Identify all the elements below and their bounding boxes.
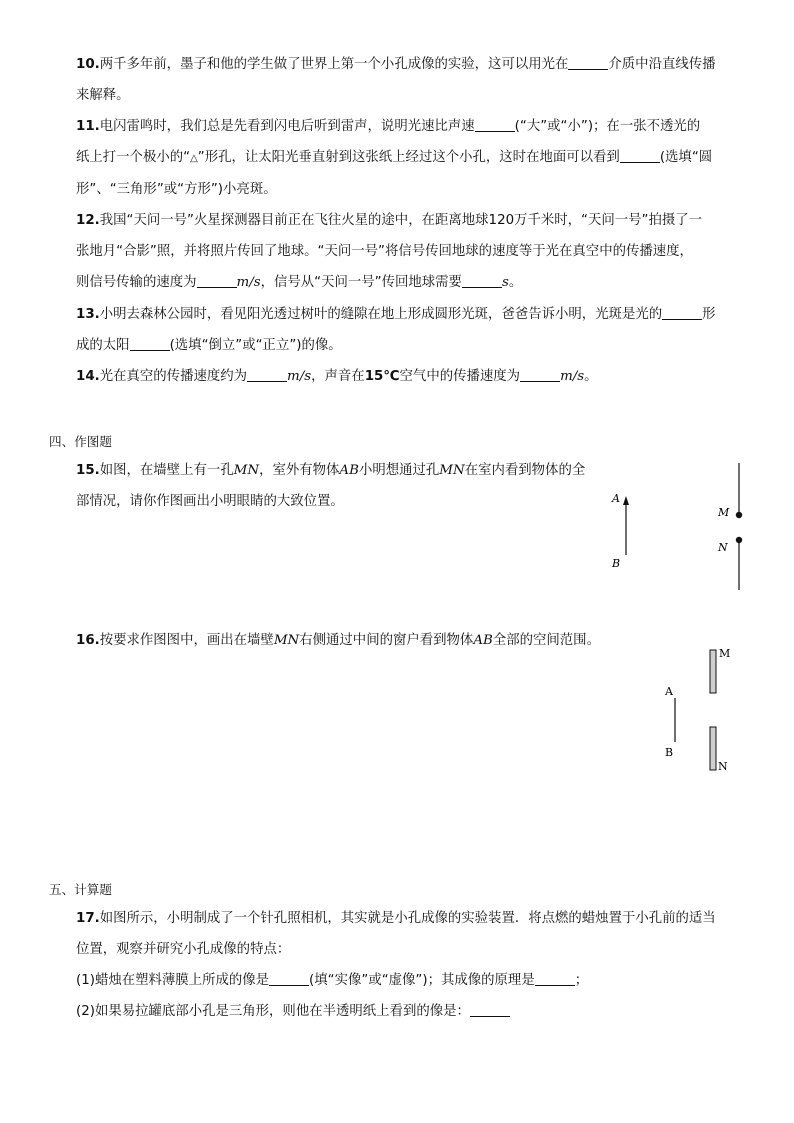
q12-text-a: 我国“天问一号”火星探测器目前正在飞往火星的途中，在距离地球120万千米时，“天问一号”拍摄了一	[99, 213, 703, 228]
q16-label-b: B	[665, 746, 674, 759]
q15-mn: MN	[233, 463, 260, 478]
q13-text-b: 形	[702, 307, 716, 322]
q16-wall-upper	[710, 650, 716, 693]
q16-label-m: M	[719, 647, 731, 660]
q16-text-a: 按要求作图图中，画出在墙壁	[99, 633, 274, 648]
q15-text-c: 小明想通过孔	[358, 463, 440, 478]
q15-mn-2: MN	[439, 463, 465, 478]
q12-line-2	[76, 243, 693, 261]
q16-line	[76, 632, 600, 650]
q12-text-b: 张地月“合影”照，并将照片传回了地球。“天问一号”将信号传回地球的速度等于光在真空中的传播速度，	[76, 244, 693, 259]
q15-line-1	[76, 462, 585, 480]
q11-text-a: 电闪雷鸣时，我们总是先看到闪电后听到雷声，说明光速比声速	[99, 119, 475, 134]
q17-line-3	[76, 972, 588, 990]
q11-blank-1[interactable]	[475, 118, 515, 132]
q13-text-a: 小明去森林公园时，看见阳光透过树叶的缝隙在地上形成圆形光斑，爸爸告诉小明，光斑是光的	[99, 307, 663, 322]
q11-line-3	[76, 181, 277, 199]
q12-line-3	[76, 274, 522, 292]
q11-line-2	[76, 149, 712, 168]
q14-text-b: ，声音在	[311, 369, 365, 384]
q11-text-e: (选填“圆	[659, 150, 713, 165]
q11-text-b: (“大”或“小”)；在一张不透光的	[514, 119, 701, 134]
q14-blank-2[interactable]	[520, 368, 560, 382]
q15-line-2	[76, 493, 344, 511]
q14-temp: 15℃	[364, 369, 400, 384]
q17-sub-1-c: ；	[574, 973, 589, 988]
section-5-title: 五、计算题	[49, 882, 112, 897]
q12-unit-1: m/s	[236, 275, 261, 290]
q13-text-d: (选填“倒立”或“正立”)的像。	[169, 338, 342, 353]
q15-text-d: 在室内看到物体的全	[464, 463, 586, 478]
q12-unit-2: s	[501, 275, 509, 290]
q13-blank-1[interactable]	[662, 306, 702, 320]
q16-text-c: 全部的空间范围。	[492, 633, 600, 648]
q16-label-a: A	[665, 685, 673, 698]
q10-text-b: 介质中沿直线传播	[608, 57, 716, 72]
q14-unit-1: m/s	[287, 369, 312, 384]
q15-label-a: A	[612, 492, 620, 505]
q16-label-n: N	[718, 760, 728, 773]
q17-line-2	[76, 941, 290, 959]
q15-number: 15.	[76, 463, 100, 478]
q15-label-m: M	[718, 506, 730, 519]
q15-text-a: 如图，在墙壁上有一孔	[99, 463, 234, 478]
q10-text-c: 来解释。	[76, 88, 130, 103]
q16-text-b: 右侧通过中间的窗户看到物体	[299, 633, 474, 648]
q17-sub-1-a: (1)蜡烛在塑料薄膜上所成的像是	[76, 973, 270, 988]
q13-number: 13.	[76, 307, 100, 322]
q17-number: 17.	[76, 911, 100, 926]
q17-sub-2: (2)如果易拉罐底部小孔是三角形，则他在半透明纸上看到的像是：	[76, 1004, 470, 1019]
q17-sub-1-b: (填“实像”或“虚像”)；其成像的原理是	[309, 973, 535, 988]
q14-line	[76, 368, 598, 386]
q11-text-c: 纸上打一个极小的“	[76, 150, 191, 165]
q10-text-a: 两千多年前，墨子和他的学生做了世界上第一个小孔成像的实验，这可以用光在	[99, 57, 569, 72]
q11-line-1	[76, 118, 700, 136]
q11-blank-2[interactable]	[620, 149, 660, 163]
q15-text-b: ，室外有物体	[259, 463, 340, 478]
q11-number: 11.	[76, 119, 100, 134]
q16-number: 16.	[76, 633, 100, 648]
q17-text-a: 如图所示，小明制成了一个针孔照相机，其实就是小孔成像的实验装置．将点燃的蜡烛置于小孔前的适当	[99, 911, 716, 926]
q11-text-f: 形”、“三角形”或“方形”)小亮斑。	[76, 182, 277, 197]
q15-label-b: B	[612, 557, 621, 570]
q14-text-a: 光在真空的传播速度约为	[99, 369, 248, 384]
q15-label-n: N	[718, 541, 728, 554]
q13-blank-2[interactable]	[130, 337, 170, 351]
q10-line-1	[76, 56, 716, 74]
q13-text-c: 成的太阳	[76, 338, 130, 353]
q14-text-c: 空气中的传播速度为	[399, 369, 521, 384]
q10-blank[interactable]	[568, 56, 608, 70]
q12-text-e: 。	[508, 275, 523, 290]
q12-text-c: 则信号传输的速度为	[76, 275, 197, 290]
q17-text-b: 位置，观察并研究小孔成像的特点：	[76, 942, 291, 957]
q10-line-2	[76, 87, 130, 105]
q13-line-2	[76, 337, 342, 355]
q17-blank-3[interactable]	[470, 1003, 510, 1017]
q16-wall-lower	[710, 727, 716, 770]
q12-number: 12.	[76, 213, 100, 228]
q12-blank-1[interactable]	[197, 274, 237, 288]
q14-blank-1[interactable]	[247, 368, 287, 382]
q15-text-e: 部情况，请你作图画出小明眼睛的大致位置。	[76, 494, 344, 509]
q15-point-n	[736, 537, 742, 543]
section-4-title: 四、作图题	[49, 434, 112, 449]
q13-line-1	[76, 306, 716, 324]
q14-unit-2: m/s	[560, 369, 585, 384]
q15-point-m	[736, 512, 742, 518]
q17-blank-2[interactable]	[535, 972, 575, 986]
q15-arrowhead	[623, 496, 629, 505]
q14-number: 14.	[76, 369, 100, 384]
q10-number: 10.	[76, 57, 100, 72]
q15-ab: AB	[339, 463, 359, 478]
q16-mn: MN	[273, 633, 300, 648]
q12-blank-2[interactable]	[462, 274, 502, 288]
q12-line-1	[76, 212, 702, 230]
triangle-icon: △	[190, 153, 198, 164]
q14-text-d: 。	[584, 369, 598, 384]
q17-blank-1[interactable]	[269, 972, 309, 986]
q11-text-d: ”形孔，让太阳光垂直射到这张纸上经过这个小孔，这时在地面可以看到	[197, 150, 620, 165]
q17-line-1	[76, 910, 716, 928]
q16-ab: AB	[473, 633, 493, 648]
q17-line-4	[76, 1003, 510, 1021]
q12-text-d: ，信号从“天问一号”传回地球需要	[260, 275, 462, 290]
